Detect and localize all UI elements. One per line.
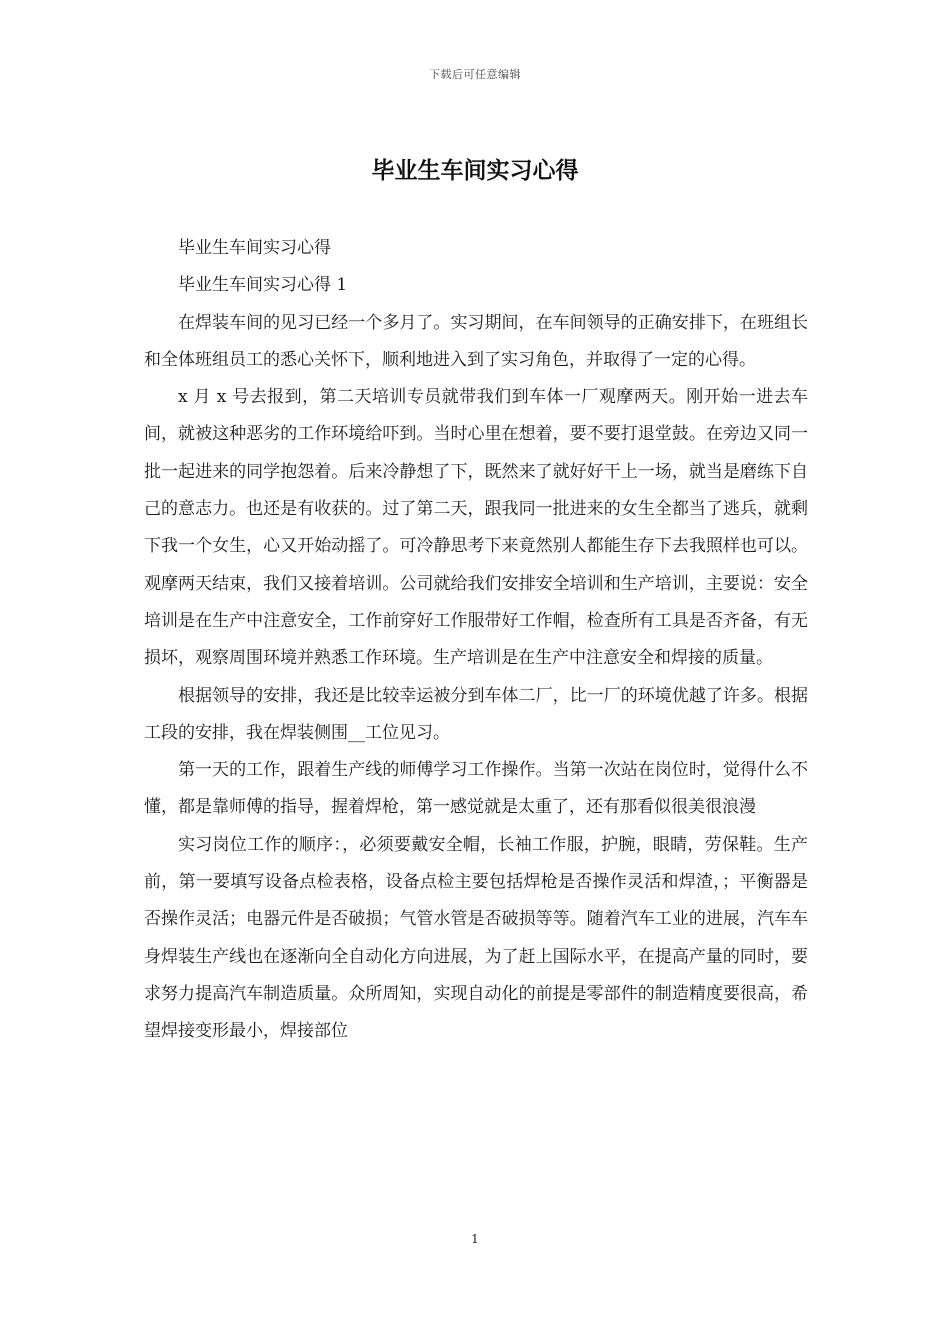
paragraph: 根据领导的安排，我还是比较幸运被分到车体二厂，比一厂的环境优越了许多。根据工段的安排，我在焊装侧围__工位见习。 bbox=[144, 685, 808, 743]
paragraph: 第一天的工作，跟着生产线的师傅学习工作操作。当第一次站在岗位时，觉得什么不懂，都是靠师傅的指导，握着焊枪，第一感觉就是太重了，还有那看似很美很浪漫 bbox=[144, 760, 808, 818]
page-number: 1 bbox=[471, 1232, 479, 1246]
document-title: 毕业生车间实习心得 bbox=[371, 157, 579, 184]
paragraph: 实习岗位工作的顺序：，必须要戴安全帽，长袖工作服，护腕，眼睛，劳保鞋。生产前，第一要填写设备点检表格，设备点检主要包括焊枪是否操作灵活和焊渣，；平衡器是否操作灵活；电器元件是否破损；气管水管是否破损等等。随着汽车工业的进展，汽车车身焊装生产线也在逐渐向全自动化方向进展，为了赶上国际水平，在提高产量的同时，要求努力提高汽车制造质量。众所周知，实现自动化的前提是零部件的制造精度要很高，希望焊接变形最小，焊接部位 bbox=[144, 834, 808, 1042]
paragraph: x 月 x 号去报到，第二天培训专员就带我们到车体一厂观摩两天。刚开始一进去车间，就被这种恶劣的工作环境给吓到。当时心里在想着，要不要打退堂鼓。在旁边又同一批一起进来的同学抱怨着。后来冷静想了下，既然来了就好好干上一场，就当是磨练下自己的意志力。也还是有收获的。过了第二天，跟我同一批进来的女生全都当了逃兵，就剩下我一个女生，心又开始动摇了。可冷静思考下来竟然别人都能生存下去我照样也可以。观摩两天结束，我们又接着培训。公司就给我们安排安全培训和生产培训，主要说：安全培训是在生产中注意安全，工作前穿好工作服带好工作帽，检查所有工具是否齐备，有无损坏，观察周围环境并熟悉工作环境。生产培训是在生产中注意安全和焊接的质量。 bbox=[144, 387, 808, 669]
paragraph-section-heading: 毕业生车间实习心得 1 bbox=[178, 275, 348, 296]
document-body bbox=[144, 230, 808, 1051]
paragraph-subtitle: 毕业生车间实习心得 bbox=[178, 238, 331, 258]
header-note: 下载后可任意编辑 bbox=[429, 68, 521, 81]
paragraph: 在焊装车间的见习已经一个多月了。实习期间，在车间领导的正确安排下，在班组长和全体班组员工的悉心关怀下，顺利地进入到了实习角色，并取得了一定的心得。 bbox=[144, 312, 808, 370]
